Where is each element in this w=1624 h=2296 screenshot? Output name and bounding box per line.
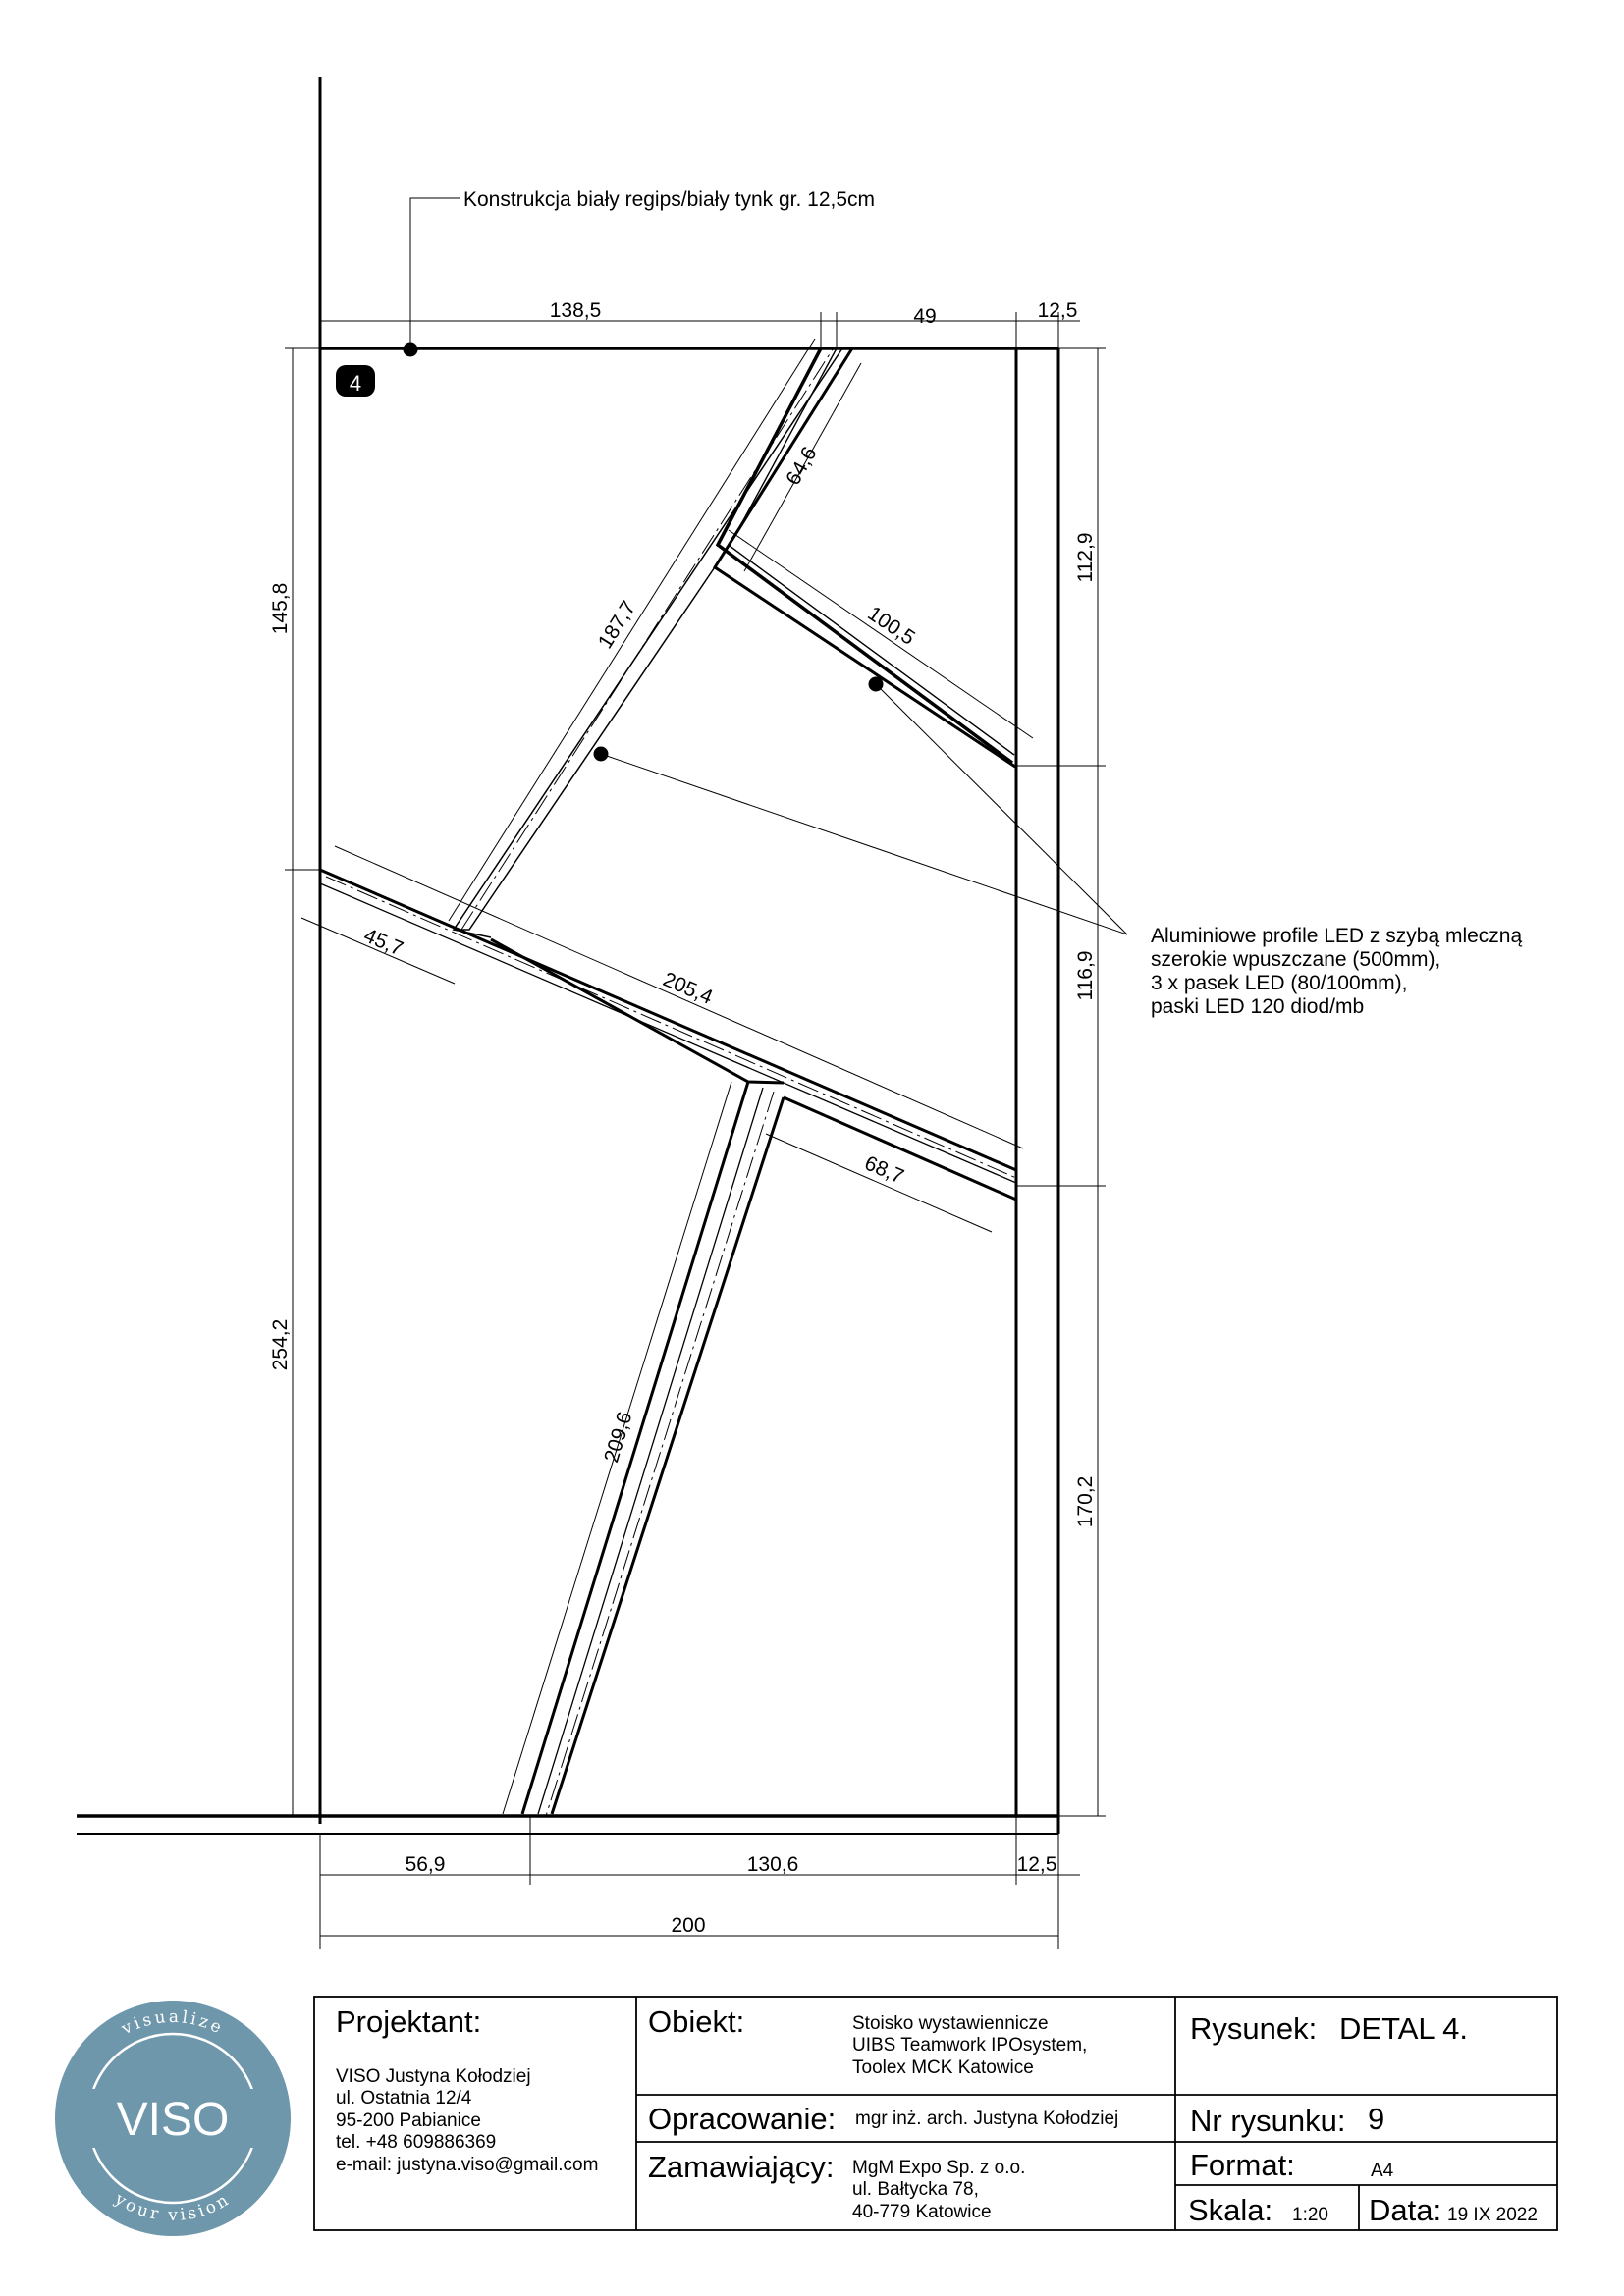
- led-note: [1151, 925, 1522, 1018]
- rysunek-label: Rysunek:: [1190, 2011, 1318, 2046]
- dim-right-116-9: 116,9: [1074, 950, 1097, 1001]
- projektant-line: ul. Ostatnia 12/4: [336, 2088, 472, 2109]
- obiekt-line: UIBS Teamwork IPOsystem,: [852, 2035, 1088, 2056]
- led-note-line-4: paski LED 120 diod/mb: [1151, 995, 1365, 1018]
- led-profile-lower-diagonal: [522, 1082, 784, 1816]
- skala-value: 1:20: [1292, 2205, 1328, 2225]
- detail-badge: [336, 365, 375, 397]
- projektant-line: 95-200 Pabianice: [336, 2109, 481, 2131]
- projektant-details: [336, 2066, 598, 2176]
- zamawiajacy-label: Zamawiający:: [648, 2150, 835, 2184]
- wall-structure: [77, 77, 1058, 1834]
- leader-dot-construction: [404, 343, 418, 357]
- leader-dot-profile-b: [869, 677, 884, 692]
- led-note-line-2: szerokie wpuszczane (500mm),: [1151, 948, 1441, 971]
- dim-diag-209-6: 209,6: [600, 1409, 637, 1466]
- logo-main-text: VISO: [116, 2094, 230, 2146]
- skala-label: Skala:: [1188, 2193, 1273, 2227]
- obiekt-line: Stoisko wystawiennicze: [852, 2013, 1049, 2034]
- dim-left-254-2: 254,2: [269, 1318, 292, 1371]
- logo-arc-top-text: visualize: [118, 2006, 228, 2040]
- dim-right-170-2: 170,2: [1074, 1475, 1097, 1528]
- viso-logo: [55, 2001, 291, 2236]
- dim-bottom-200: 200: [671, 1914, 706, 1937]
- led-profile-upper-diagonal: [454, 348, 1015, 930]
- led-note-line-1: Aluminiowe profile LED z szybą mleczną: [1151, 925, 1523, 947]
- dim-top-49: 49: [913, 305, 937, 328]
- rysunek-value: DETAL 4.: [1339, 2011, 1468, 2046]
- dim-diag-45-7: 45,7: [360, 924, 406, 961]
- projektant-label: Projektant:: [336, 2004, 482, 2039]
- obiekt-line: Toolex MCK Katowice: [852, 2056, 1034, 2078]
- opracowanie-value: mgr inż. arch. Justyna Kołodziej: [855, 2109, 1119, 2129]
- dimension-lines: [285, 312, 1106, 1949]
- dim-bottom-56-9: 56,9: [405, 1853, 446, 1876]
- zamawiajacy-line: MgM Expo Sp. z o.o.: [852, 2158, 1026, 2178]
- led-profile-middle-bar: [320, 870, 1016, 1200]
- led-profiles: [320, 348, 1016, 1816]
- dim-bottom-12-5: 12,5: [1016, 1853, 1057, 1876]
- nr-rysunku-value: 9: [1368, 2102, 1385, 2136]
- obiekt-label: Obiekt:: [648, 2004, 745, 2039]
- led-note-line-3: 3 x pasek LED (80/100mm),: [1151, 972, 1408, 994]
- data-value: 19 IX 2022: [1447, 2205, 1538, 2225]
- dim-bottom-130-6: 130,6: [746, 1853, 799, 1876]
- format-label: Format:: [1190, 2148, 1295, 2182]
- zamawiajacy-details: [852, 2158, 1025, 2223]
- nr-rysunku-label: Nr rysunku:: [1190, 2104, 1346, 2138]
- projektant-line: VISO Justyna Kołodziej: [336, 2066, 531, 2087]
- obiekt-details: [852, 2013, 1087, 2079]
- logo-arc-bottom-text: your vision: [111, 2189, 235, 2226]
- dim-diag-205-4: 205,4: [659, 968, 717, 1009]
- dim-top-12-5: 12,5: [1037, 299, 1078, 322]
- format-value: A4: [1371, 2161, 1394, 2181]
- leader-lines: [410, 198, 1127, 934]
- zamawiajacy-line: 40-779 Katowice: [852, 2201, 992, 2222]
- construction-note: Konstrukcja biały regips/biały tynk gr. 12,5cm: [463, 188, 876, 211]
- dim-diag-100-5: 100,5: [863, 602, 919, 650]
- dim-diag-64-6: 64,6: [782, 443, 822, 490]
- projektant-line: tel. +48 609886369: [336, 2132, 497, 2154]
- dim-top-138-5: 138,5: [549, 299, 602, 322]
- data-label: Data:: [1369, 2193, 1442, 2227]
- detail-badge-label: 4: [349, 371, 362, 396]
- zamawiajacy-line: ul. Bałtycka 78,: [852, 2179, 979, 2201]
- dim-right-112-9: 112,9: [1074, 532, 1097, 583]
- dim-diag-68-7: 68,7: [861, 1151, 907, 1189]
- dim-left-145-8: 145,8: [269, 582, 292, 635]
- leader-dot-profile-a: [594, 747, 609, 762]
- dim-diag-187-7: 187,7: [593, 597, 641, 653]
- projektant-line: e-mail: justyna.viso@gmail.com: [336, 2154, 599, 2175]
- opracowanie-label: Opracowanie:: [648, 2102, 837, 2136]
